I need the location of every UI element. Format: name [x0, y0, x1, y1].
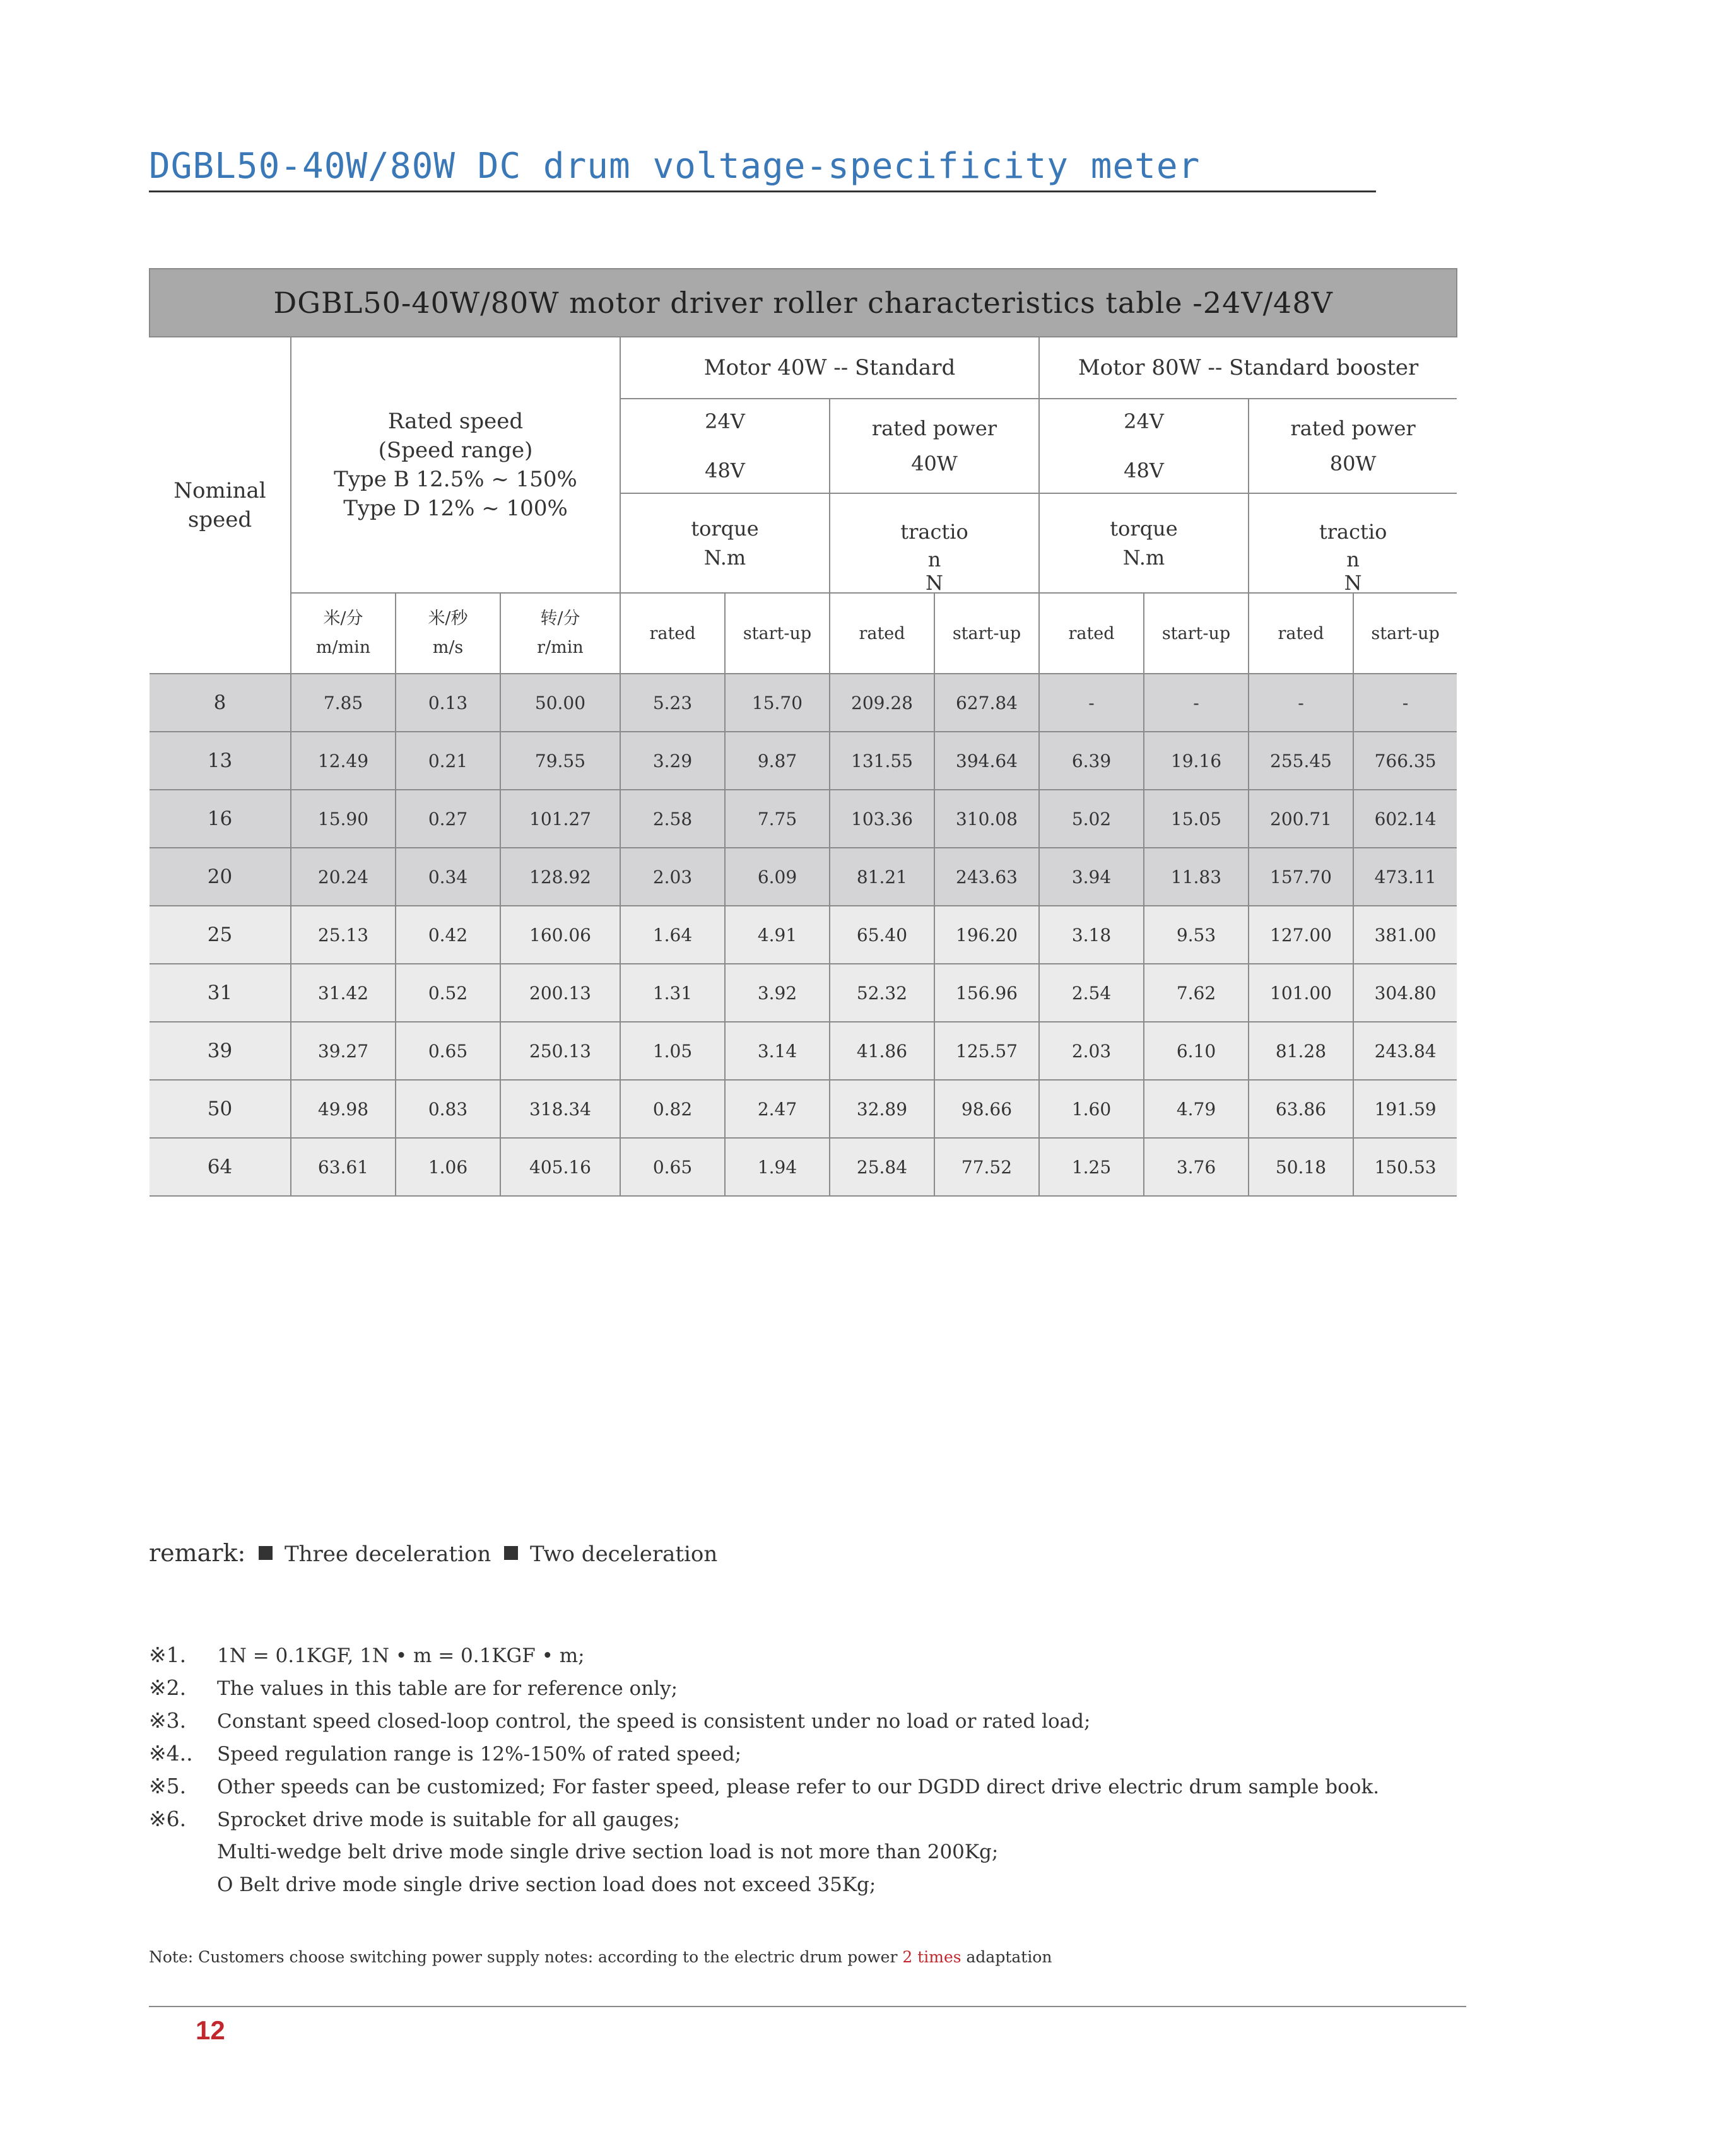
traction-80w-rated-cell: 157.70 [1249, 848, 1353, 906]
nominal-speed-cell: 25 [150, 906, 291, 964]
traction-80w-startup-cell: 766.35 [1353, 732, 1457, 790]
three-deceleration-square-icon [259, 1546, 273, 1560]
table-row [150, 790, 1457, 848]
torque-80w-rated-cell: 1.60 [1039, 1080, 1144, 1138]
rated-power-80w-label: rated power [1290, 416, 1416, 440]
nominal-speed-cell: 50 [150, 1080, 291, 1138]
traction-80w-rated-cell: 255.45 [1249, 732, 1353, 790]
sub-traction-40w-rated: rated [830, 593, 934, 674]
two-deceleration-label: Two deceleration [529, 1542, 718, 1567]
torque-80w-startup-cell: 11.83 [1144, 848, 1249, 906]
traction-80w-startup-cell: 243.84 [1353, 1022, 1457, 1080]
traction-40w-rated-cell: 81.21 [830, 848, 934, 906]
rated-power-80w-cell [1249, 399, 1457, 493]
table-row [150, 1138, 1457, 1196]
torque-80w-rated-cell: 3.18 [1039, 906, 1144, 964]
torque-40w-startup-cell: 3.14 [725, 1022, 830, 1080]
torque-80w-rated-cell: 6.39 [1039, 732, 1144, 790]
traction-80w-rated-cell: 127.00 [1249, 906, 1353, 964]
nominal-speed-cell: 13 [150, 732, 291, 790]
speed-m-s-cell: 1.06 [396, 1138, 500, 1196]
torque-40w-header [620, 493, 830, 593]
traction-80w-startup-cell: 381.00 [1353, 906, 1457, 964]
speed-m-min-cell: 15.90 [291, 790, 396, 848]
traction-40w-startup-cell: 77.52 [934, 1138, 1039, 1196]
torque-40w-rated-cell: 1.64 [620, 906, 725, 964]
rated-power-80w-value: 80W [1329, 452, 1377, 476]
traction-80w-rated-cell: 50.18 [1249, 1138, 1353, 1196]
torque-80w-startup-cell: 9.53 [1144, 906, 1249, 964]
sub-traction-40w-startup: start-up [934, 593, 1039, 674]
torque-80w-startup-cell: 6.10 [1144, 1022, 1249, 1080]
traction-40w-startup-cell: 310.08 [934, 790, 1039, 848]
speed-r-min-cell: 79.55 [500, 732, 620, 790]
motor-40w-header: Motor 40W -- Standard [620, 337, 1039, 399]
table-row [150, 674, 1457, 732]
sub-traction-80w-rated: rated [1249, 593, 1353, 674]
table-row [150, 906, 1457, 964]
table-row [150, 732, 1457, 790]
nominal-speed-cell: 64 [150, 1138, 291, 1196]
speed-r-min-cell: 405.16 [500, 1138, 620, 1196]
footnote-highlight: 2 times [902, 1948, 961, 1966]
torque-40w-rated-cell: 1.31 [620, 964, 725, 1022]
nominal-speed-header [150, 337, 291, 674]
speed-m-min-cell: 63.61 [291, 1138, 396, 1196]
traction-40w-line2: n [927, 548, 941, 571]
traction-80w-line1: tractio [1319, 520, 1387, 544]
torque-80w-rated-cell: 5.02 [1039, 790, 1144, 848]
note-item [149, 1672, 1411, 1704]
traction-80w-startup-cell: 150.53 [1353, 1138, 1457, 1196]
note-text: Other speeds can be customized; For faster speed, please refer to our DGDD direct drive electric drum sample book. [217, 1776, 1380, 1798]
traction-40w-rated-cell: 32.89 [830, 1080, 934, 1138]
unit-m-per-s-en: m/s [432, 638, 464, 657]
torque-40w-rated-cell: 2.03 [620, 848, 725, 906]
rated-power-40w-value: 40W [911, 452, 958, 476]
voltage-40w-cell [620, 399, 830, 493]
notes-list [149, 1639, 1411, 1901]
voltage-48v-40w: 48V [705, 459, 745, 483]
traction-40w-startup-cell: 627.84 [934, 674, 1039, 732]
unit-r-per-min-cn: 转/分 [540, 609, 580, 628]
speed-m-min-cell: 25.13 [291, 906, 396, 964]
unit-m-per-s-cn: 米/秒 [428, 609, 468, 628]
torque-80w-rated-cell: 3.94 [1039, 848, 1144, 906]
type-d-range-line: Type D 12% ~ 100% [343, 496, 568, 521]
traction-40w-startup-cell: 156.96 [934, 964, 1039, 1022]
traction-40w-rated-cell: 41.86 [830, 1022, 934, 1080]
note-mark: ※1. [149, 1643, 187, 1667]
speed-m-min-cell: 31.42 [291, 964, 396, 1022]
traction-40w-startup-cell: 125.57 [934, 1022, 1039, 1080]
torque-40w-startup-cell: 15.70 [725, 674, 830, 732]
note-mark: ※3. [149, 1708, 187, 1733]
torque-80w-startup-cell: - [1144, 674, 1249, 732]
torque-80w-startup-cell: 4.79 [1144, 1080, 1249, 1138]
traction-80w-startup-cell: 304.80 [1353, 964, 1457, 1022]
remark-line [149, 1539, 717, 1567]
torque-40w-startup-cell: 3.92 [725, 964, 830, 1022]
rated-speed-header [291, 337, 620, 593]
torque-80w-rated-cell: - [1039, 674, 1144, 732]
table-row [150, 1080, 1457, 1138]
unit-m-per-min-cn: 米/分 [323, 609, 363, 628]
traction-80w-header [1249, 493, 1457, 593]
note-text: The values in this table are for reference only; [217, 1677, 678, 1700]
torque-40w-unit: N.m [703, 546, 746, 570]
footnote-text-after: adaptation [961, 1948, 1052, 1966]
speed-m-s-cell: 0.52 [396, 964, 500, 1022]
traction-80w-startup-cell: 473.11 [1353, 848, 1457, 906]
speed-r-min-cell: 128.92 [500, 848, 620, 906]
nominal-speed-cell: 20 [150, 848, 291, 906]
sub-torque-80w-startup: start-up [1144, 593, 1249, 674]
characteristics-table [149, 268, 1457, 1197]
note-text: O Belt drive mode single drive section load does not exceed 35Kg; [217, 1873, 876, 1896]
traction-80w-startup-cell: - [1353, 674, 1457, 732]
unit-m-per-min [291, 593, 396, 674]
note-item [149, 1737, 1411, 1770]
traction-40w-unit: N [926, 571, 943, 595]
traction-40w-header [830, 493, 1039, 593]
speed-m-min-cell: 20.24 [291, 848, 396, 906]
speed-m-s-cell: 0.13 [396, 674, 500, 732]
speed-m-s-cell: 0.42 [396, 906, 500, 964]
note-item [149, 1704, 1411, 1737]
traction-80w-rated-cell: 63.86 [1249, 1080, 1353, 1138]
unit-r-per-min-en: r/min [537, 638, 584, 657]
speed-r-min-cell: 200.13 [500, 964, 620, 1022]
type-b-range-line: Type B 12.5% ~ 150% [334, 467, 577, 492]
table-caption: DGBL50-40W/80W motor driver roller characteristics table -24V/48V [150, 269, 1457, 337]
traction-40w-startup-cell: 98.66 [934, 1080, 1039, 1138]
traction-80w-rated-cell: 200.71 [1249, 790, 1353, 848]
torque-80w-label: torque [1110, 517, 1178, 541]
unit-m-per-min-en: m/min [315, 638, 371, 657]
torque-80w-header [1039, 493, 1249, 593]
traction-40w-rated-cell: 103.36 [830, 790, 934, 848]
traction-80w-rated-cell: 81.28 [1249, 1022, 1353, 1080]
voltage-24v-80w: 24V [1124, 409, 1164, 433]
note-mark: ※2. [149, 1675, 187, 1700]
speed-m-s-cell: 0.34 [396, 848, 500, 906]
nominal-speed-cell: 39 [150, 1022, 291, 1080]
note-text: 1N = 0.1KGF, 1N • m = 0.1KGF • m; [217, 1644, 585, 1667]
speed-r-min-cell: 160.06 [500, 906, 620, 964]
traction-40w-rated-cell: 209.28 [830, 674, 934, 732]
traction-40w-rated-cell: 65.40 [830, 906, 934, 964]
traction-40w-rated-cell: 131.55 [830, 732, 934, 790]
note-text: Multi-wedge belt drive mode single drive section load is not more than 200Kg; [217, 1841, 999, 1863]
voltage-80w-cell [1039, 399, 1249, 493]
sub-torque-80w-rated: rated [1039, 593, 1144, 674]
speed-m-min-cell: 49.98 [291, 1080, 396, 1138]
note-mark: ※5. [149, 1774, 187, 1798]
nominal-speed-cell: 8 [150, 674, 291, 732]
speed-r-min-cell: 101.27 [500, 790, 620, 848]
traction-40w-rated-cell: 52.32 [830, 964, 934, 1022]
note-mark: ※6. [149, 1807, 187, 1831]
torque-80w-unit: N.m [1122, 546, 1165, 570]
page-title: DGBL50-40W/80W DC drum voltage-specificity meter [149, 144, 1376, 192]
speed-m-min-cell: 7.85 [291, 674, 396, 732]
speed-r-min-cell: 318.34 [500, 1080, 620, 1138]
traction-80w-line2: n [1346, 548, 1360, 571]
torque-40w-startup-cell: 6.09 [725, 848, 830, 906]
note-item [149, 1868, 1411, 1901]
traction-40w-startup-cell: 196.20 [934, 906, 1039, 964]
unit-m-per-s [396, 593, 500, 674]
torque-40w-rated-cell: 2.58 [620, 790, 725, 848]
torque-40w-startup-cell: 9.87 [725, 732, 830, 790]
footer-divider [149, 2006, 1466, 2007]
torque-40w-startup-cell: 7.75 [725, 790, 830, 848]
power-supply-footnote [149, 1948, 1052, 1966]
note-item [149, 1770, 1411, 1803]
torque-80w-rated-cell: 2.03 [1039, 1022, 1144, 1080]
nominal-speed-header-label: Nominal speed [173, 478, 266, 532]
note-text: Sprocket drive mode is suitable for all gauges; [217, 1808, 680, 1831]
voltage-24v-40w: 24V [705, 409, 745, 433]
traction-80w-unit: N [1344, 571, 1362, 595]
traction-40w-line1: tractio [900, 520, 968, 544]
sub-torque-40w-rated: rated [620, 593, 725, 674]
speed-m-s-cell: 0.65 [396, 1022, 500, 1080]
motor-80w-header: Motor 80W -- Standard booster [1039, 337, 1457, 399]
torque-40w-rated-cell: 5.23 [620, 674, 725, 732]
torque-80w-startup-cell: 15.05 [1144, 790, 1249, 848]
page-number: 12 [196, 2015, 225, 2045]
traction-40w-rated-cell: 25.84 [830, 1138, 934, 1196]
note-text: Speed regulation range is 12%-150% of rated speed; [217, 1743, 742, 1766]
torque-80w-startup-cell: 7.62 [1144, 964, 1249, 1022]
traction-40w-startup-cell: 394.64 [934, 732, 1039, 790]
two-deceleration-square-icon [504, 1546, 518, 1560]
traction-40w-startup-cell: 243.63 [934, 848, 1039, 906]
speed-range-line: (Speed range) [378, 438, 533, 463]
sub-traction-80w-startup: start-up [1353, 593, 1457, 674]
torque-40w-rated-cell: 3.29 [620, 732, 725, 790]
torque-40w-rated-cell: 0.82 [620, 1080, 725, 1138]
note-item [149, 1639, 1411, 1672]
three-deceleration-label: Three deceleration [284, 1542, 491, 1567]
torque-40w-rated-cell: 0.65 [620, 1138, 725, 1196]
rated-speed-line: Rated speed [387, 409, 524, 434]
torque-80w-startup-cell: 3.76 [1144, 1138, 1249, 1196]
speed-m-s-cell: 0.21 [396, 732, 500, 790]
traction-80w-startup-cell: 191.59 [1353, 1080, 1457, 1138]
remark-label: remark: [149, 1539, 246, 1567]
traction-80w-rated-cell: - [1249, 674, 1353, 732]
speed-m-s-cell: 0.27 [396, 790, 500, 848]
speed-m-s-cell: 0.83 [396, 1080, 500, 1138]
torque-40w-startup-cell: 2.47 [725, 1080, 830, 1138]
note-mark: ※4.. [149, 1741, 193, 1766]
speed-m-min-cell: 12.49 [291, 732, 396, 790]
torque-40w-startup-cell: 4.91 [725, 906, 830, 964]
note-text: Constant speed closed-loop control, the speed is consistent under no load or rated load; [217, 1710, 1091, 1733]
speed-m-min-cell: 39.27 [291, 1022, 396, 1080]
voltage-48v-80w: 48V [1124, 459, 1164, 483]
torque-40w-label: torque [691, 517, 759, 541]
torque-80w-rated-cell: 2.54 [1039, 964, 1144, 1022]
speed-r-min-cell: 250.13 [500, 1022, 620, 1080]
torque-40w-rated-cell: 1.05 [620, 1022, 725, 1080]
note-item [149, 1803, 1411, 1836]
traction-80w-rated-cell: 101.00 [1249, 964, 1353, 1022]
torque-40w-startup-cell: 1.94 [725, 1138, 830, 1196]
footnote-text-before: Note: Customers choose switching power supply notes: according to the electric drum power [149, 1948, 903, 1966]
torque-80w-rated-cell: 1.25 [1039, 1138, 1144, 1196]
unit-r-per-min [500, 593, 620, 674]
rated-power-40w-label: rated power [871, 416, 997, 440]
sub-torque-40w-startup: start-up [725, 593, 830, 674]
table-row [150, 964, 1457, 1022]
table-row [150, 1022, 1457, 1080]
nominal-speed-cell: 31 [150, 964, 291, 1022]
note-item [149, 1836, 1411, 1868]
table-row [150, 848, 1457, 906]
traction-80w-startup-cell: 602.14 [1353, 790, 1457, 848]
nominal-speed-cell: 16 [150, 790, 291, 848]
speed-r-min-cell: 50.00 [500, 674, 620, 732]
torque-80w-startup-cell: 19.16 [1144, 732, 1249, 790]
rated-power-40w-cell [830, 399, 1039, 493]
